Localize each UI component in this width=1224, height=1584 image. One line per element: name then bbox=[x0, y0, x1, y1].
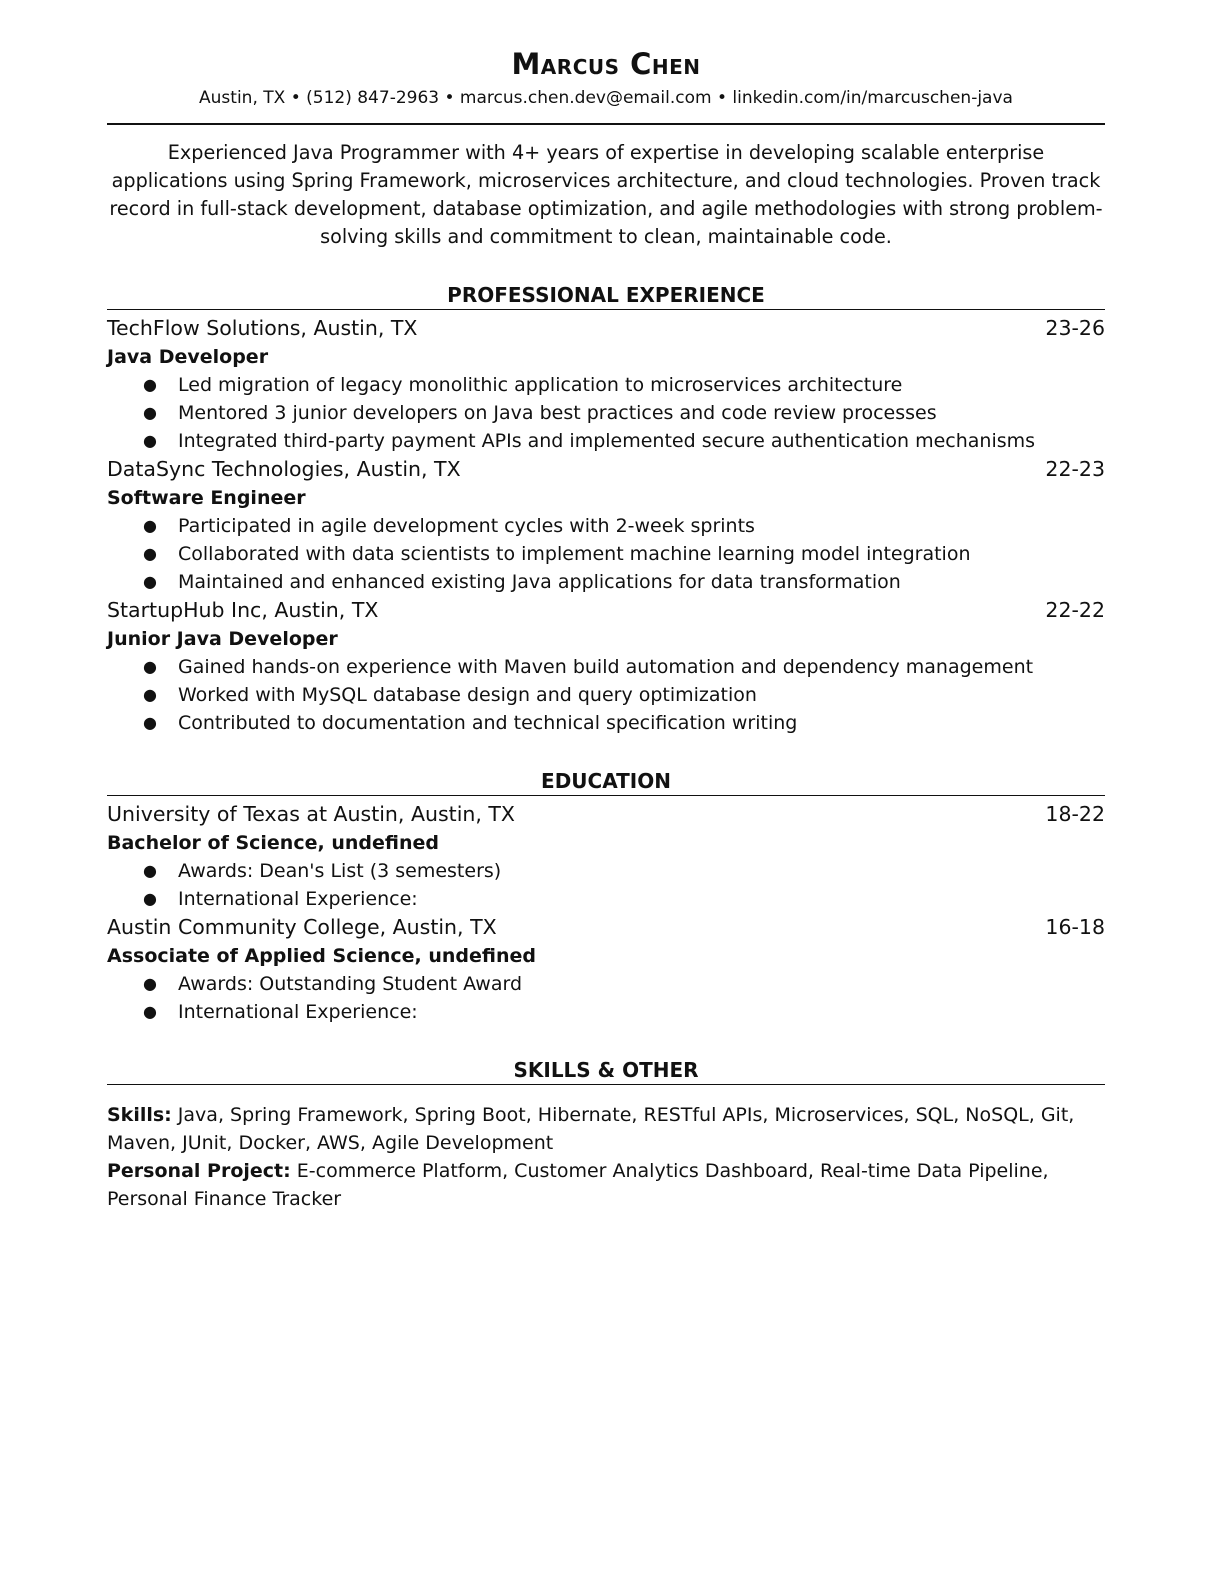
resume-page bbox=[107, 0, 1105, 1213]
school-dates: 16-18 bbox=[1045, 915, 1105, 939]
job-bullet-text: Participated in agile development cycles with 2-week sprints bbox=[178, 515, 755, 537]
header-divider bbox=[107, 123, 1105, 125]
school-bullet-list bbox=[107, 970, 1105, 1026]
skills-section-title: SKILLS & OTHER bbox=[107, 1056, 1105, 1085]
bullet-dot-icon: ● bbox=[143, 889, 157, 908]
job-bullet-text: Integrated third-party payment APIs and implemented secure authentication mechanisms bbox=[178, 430, 1036, 452]
job-entry-header bbox=[107, 455, 1105, 483]
school-title: Bachelor of Science, undefined bbox=[107, 832, 439, 854]
job-dates: 22-23 bbox=[1045, 457, 1105, 481]
job-bullet-list bbox=[107, 371, 1105, 455]
education-list bbox=[107, 800, 1105, 1026]
contact-line: Austin, TX • (512) 847-2963 • marcus.chen.dev@email.com • linkedin.com/in/marcuschen-java bbox=[199, 88, 1013, 108]
bullet-dot-icon: ● bbox=[143, 516, 157, 535]
job-bullet-text: Gained hands-on experience with Maven build automation and dependency management bbox=[178, 656, 1034, 678]
skills-block bbox=[107, 1101, 1105, 1213]
project-label: Personal Project: bbox=[107, 1160, 291, 1182]
job-dates: 22-22 bbox=[1045, 598, 1105, 622]
job-bullet-item bbox=[107, 709, 1105, 737]
school-bullet-text: Awards: Outstanding Student Award bbox=[178, 973, 523, 995]
bullet-dot-icon: ● bbox=[143, 572, 157, 591]
job-bullet-list bbox=[107, 512, 1105, 596]
experience-section-title: PROFESSIONAL EXPERIENCE bbox=[107, 281, 1105, 310]
school-bullet-text: International Experience: bbox=[178, 1001, 418, 1023]
education-section-title: EDUCATION bbox=[107, 767, 1105, 796]
experience-list bbox=[107, 314, 1105, 737]
project-value: E-commerce Platform, Customer Analytics Dashboard, Real-time Data Pipeline, Personal Finance Tracker bbox=[107, 1160, 1049, 1210]
job-bullet-item bbox=[107, 540, 1105, 568]
school-dates: 18-22 bbox=[1045, 802, 1105, 826]
school-entry-header bbox=[107, 913, 1105, 941]
job-bullet-item bbox=[107, 371, 1105, 399]
job-bullet-item bbox=[107, 512, 1105, 540]
school-organization: Austin Community College, Austin, TX bbox=[107, 915, 497, 939]
school-entry-header bbox=[107, 800, 1105, 828]
job-bullet-text: Mentored 3 junior developers on Java best practices and code review processes bbox=[178, 402, 937, 424]
job-organization: TechFlow Solutions, Austin, TX bbox=[107, 316, 418, 340]
school-bullet-item bbox=[107, 998, 1105, 1026]
job-title: Software Engineer bbox=[107, 487, 306, 509]
bullet-dot-icon: ● bbox=[143, 544, 157, 563]
school-bullet-text: International Experience: bbox=[178, 888, 418, 910]
school-bullet-text: Awards: Dean's List (3 semesters) bbox=[178, 860, 502, 882]
job-bullet-list bbox=[107, 653, 1105, 737]
job-organization: StartupHub Inc, Austin, TX bbox=[107, 598, 379, 622]
school-title: Associate of Applied Science, undefined bbox=[107, 945, 537, 967]
job-bullet-text: Led migration of legacy monolithic application to microservices architecture bbox=[178, 374, 903, 396]
bullet-dot-icon: ● bbox=[143, 685, 157, 704]
skills-value: Java, Spring Framework, Spring Boot, Hibernate, RESTful APIs, Microservices, SQL, NoSQL, Git, Maven, JUnit, Docker, AWS, Agile Development bbox=[107, 1104, 1075, 1154]
job-bullet-item bbox=[107, 653, 1105, 681]
summary-paragraph: Experienced Java Programmer with 4+ years of expertise in developing scalable enterprise applications using Spring Framework, microservices architecture, and cloud technologies. Proven track record in full-stack development, database optimization, and agile methodologies with strong problem-solving skills and commitment to clean, maintainable code. bbox=[109, 141, 1103, 248]
job-bullet-text: Collaborated with data scientists to implement machine learning model integration bbox=[178, 543, 971, 565]
job-title: Junior Java Developer bbox=[107, 628, 338, 650]
bullet-dot-icon: ● bbox=[143, 657, 157, 676]
bullet-dot-icon: ● bbox=[143, 861, 157, 880]
job-title: Java Developer bbox=[107, 346, 269, 368]
job-bullet-item bbox=[107, 427, 1105, 455]
bullet-dot-icon: ● bbox=[143, 375, 157, 394]
school-bullet-item bbox=[107, 857, 1105, 885]
job-bullet-item bbox=[107, 568, 1105, 596]
bullet-dot-icon: ● bbox=[143, 713, 157, 732]
skills-label: Skills: bbox=[107, 1104, 172, 1126]
skills-line bbox=[107, 1101, 1105, 1157]
job-organization: DataSync Technologies, Austin, TX bbox=[107, 457, 461, 481]
bullet-dot-icon: ● bbox=[143, 431, 157, 450]
job-bullet-text: Maintained and enhanced existing Java applications for data transformation bbox=[178, 571, 901, 593]
job-bullet-item bbox=[107, 399, 1105, 427]
school-organization: University of Texas at Austin, Austin, TX bbox=[107, 802, 515, 826]
job-dates: 23-26 bbox=[1045, 316, 1105, 340]
project-line bbox=[107, 1157, 1105, 1213]
bullet-dot-icon: ● bbox=[143, 1002, 157, 1021]
school-bullet-item bbox=[107, 885, 1105, 913]
school-bullet-item bbox=[107, 970, 1105, 998]
bullet-dot-icon: ● bbox=[143, 403, 157, 422]
bullet-dot-icon: ● bbox=[143, 974, 157, 993]
job-bullet-item bbox=[107, 681, 1105, 709]
job-bullet-text: Worked with MySQL database design and query optimization bbox=[178, 684, 757, 706]
job-entry-header bbox=[107, 596, 1105, 624]
job-bullet-text: Contributed to documentation and technical specification writing bbox=[178, 712, 798, 734]
candidate-name: Marcus Chen bbox=[511, 47, 701, 81]
job-entry-header bbox=[107, 314, 1105, 342]
school-bullet-list bbox=[107, 857, 1105, 913]
